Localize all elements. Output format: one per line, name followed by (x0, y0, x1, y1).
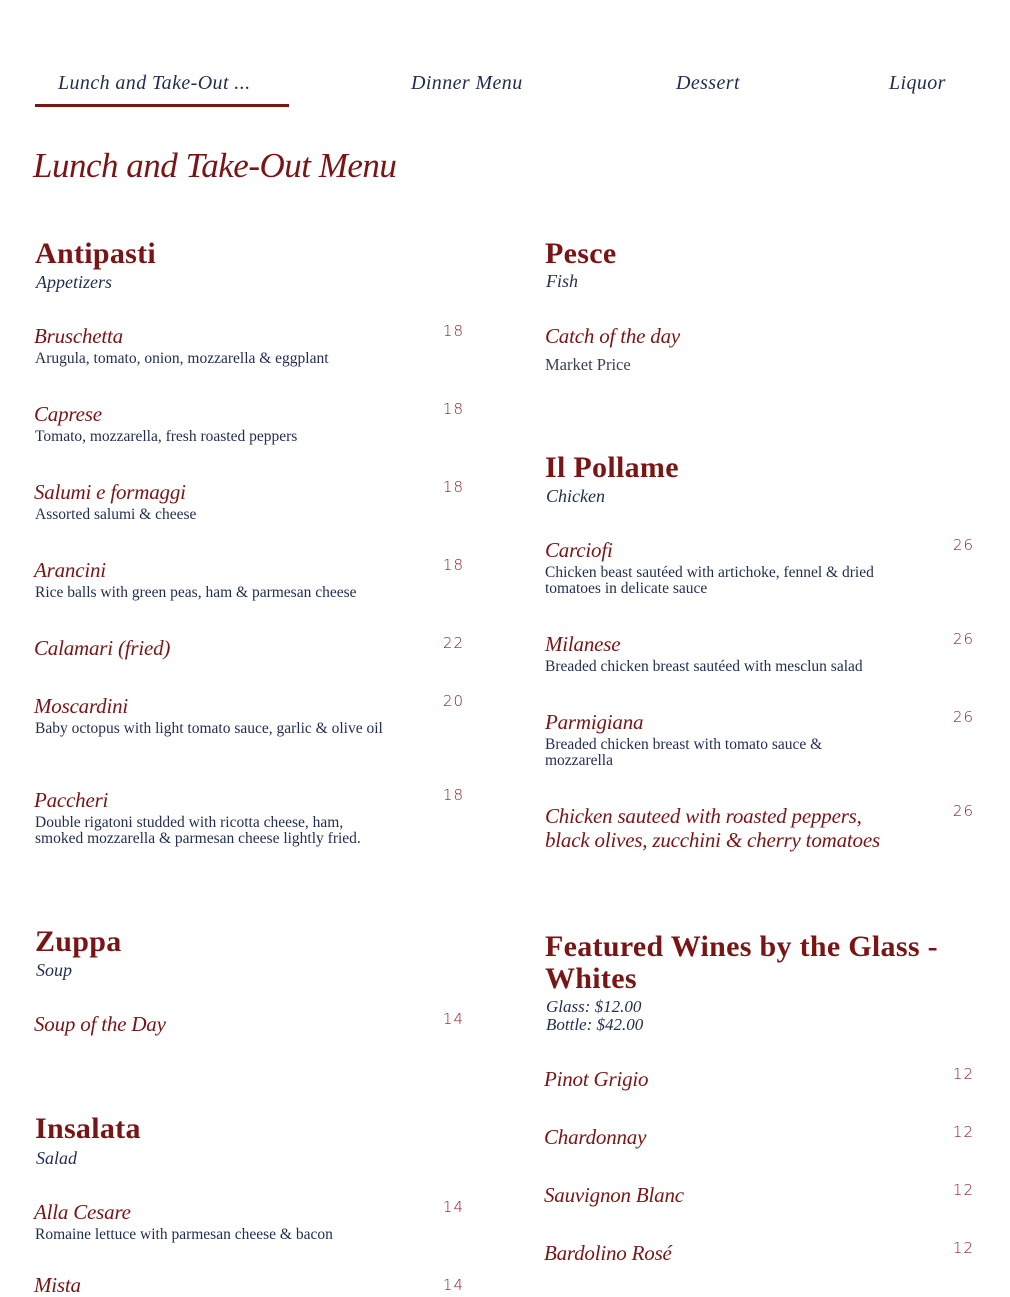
section-subtitle-antipasti: Appetizers (36, 272, 112, 292)
menu-item-description: Romaine lettuce with parmesan cheese & bacon (35, 1226, 333, 1243)
menu-item-price: 12 (952, 1181, 974, 1199)
menu-tabs (0, 60, 1010, 110)
menu-item-price: 18 (442, 322, 464, 340)
menu-item-name: Caprese (34, 402, 102, 426)
section-title-antipasti: Antipasti (35, 237, 157, 270)
tab-liquor[interactable]: Liquor (889, 72, 946, 94)
menu-item-price: 18 (442, 786, 464, 804)
menu-item-description: Assorted salumi & cheese (35, 506, 197, 523)
section-title-zuppa: Zuppa (35, 925, 122, 958)
page-title: Lunch and Take-Out Menu (33, 146, 397, 185)
menu-item-name: Parmigiana (545, 710, 644, 734)
menu-item-description: Tomato, mozzarella, fresh roasted peppers (35, 428, 298, 445)
menu-item-price: 18 (442, 400, 464, 418)
menu-item-description: Breaded chicken breast with tomato sauce & mozzarella (545, 736, 823, 769)
menu-item-name: Bardolino Rosé (544, 1241, 672, 1265)
tab-dessert[interactable]: Dessert (676, 72, 740, 94)
menu-item-description: Chicken beast sautéed with artichoke, fennel & dried tomatoes in delicate sauce (545, 564, 874, 597)
section-title-pesce: Pesce (545, 237, 617, 270)
menu-item-name: Arancini (34, 558, 106, 582)
menu-item-name: Chicken sauteed with roasted peppers, black olives, zucchini & cherry tomatoes (545, 804, 880, 852)
menu-item-name: Catch of the day (545, 324, 681, 348)
menu-item-price: 12 (952, 1239, 974, 1257)
menu-item-name: Alla Cesare (34, 1200, 131, 1224)
section-title-insalata: Insalata (35, 1112, 141, 1145)
menu-item-price: 12 (952, 1123, 974, 1141)
section-subtitle-pesce: Fish (546, 271, 579, 291)
section-subtitle-pollame: Chicken (546, 486, 605, 506)
menu-item-name: Pinot Grigio (544, 1067, 649, 1091)
menu-item-price: 12 (952, 1065, 974, 1083)
menu-item-description: Market Price (545, 355, 631, 374)
menu-item-price: 14 (442, 1010, 464, 1028)
menu-item-name: Milanese (545, 632, 621, 656)
menu-item-description: Double rigatoni studded with ricotta cheese, ham, smoked mozzarella & parmesan cheese lightly fried. (35, 814, 361, 847)
menu-item-price: 14 (442, 1198, 464, 1216)
menu-item-price: 18 (442, 556, 464, 574)
menu-item-name: Chardonnay (544, 1125, 647, 1149)
menu-item-name: Mista (34, 1273, 81, 1297)
menu-item-price: 26 (952, 708, 974, 726)
menu-item-name: Moscardini (34, 694, 129, 718)
tab-dinner-menu[interactable]: Dinner Menu (411, 72, 523, 94)
menu-item-price: 26 (952, 802, 974, 820)
menu-item-price: 14 (442, 1276, 464, 1294)
menu-item-description: Breaded chicken breast sautéed with mesclun salad (545, 658, 863, 675)
menu-item-description: Rice balls with green peas, ham & parmesan cheese (35, 584, 357, 601)
menu-item-name: Calamari (fried) (34, 636, 171, 660)
menu-item-description: Arugula, tomato, onion, mozzarella & eggplant (35, 350, 329, 367)
section-title-wines: Featured Wines by the Glass - Whites (545, 930, 938, 995)
menu-item-price: 18 (442, 478, 464, 496)
menu-item-price: 20 (442, 692, 464, 710)
active-tab-indicator (35, 104, 289, 107)
menu-item-name: Bruschetta (34, 324, 123, 348)
menu-item-name: Soup of the Day (34, 1012, 166, 1036)
menu-item-description: Baby octopus with light tomato sauce, garlic & olive oil (35, 720, 383, 737)
tab-lunch-takeout[interactable]: Lunch and Take-Out ... (58, 72, 251, 94)
menu-item-name: Paccheri (34, 788, 109, 812)
section-title-pollame: Il Pollame (545, 451, 679, 484)
menu-item-name: Carciofi (545, 538, 613, 562)
menu-item-name: Salumi e formaggi (34, 480, 186, 504)
menu-item-name: Sauvignon Blanc (544, 1183, 684, 1207)
section-subtitle-zuppa: Soup (36, 960, 72, 980)
menu-item-price: 26 (952, 630, 974, 648)
wine-glass-price: Glass: $12.00 (546, 997, 642, 1016)
menu-item-price: 26 (952, 536, 974, 554)
wine-bottle-price: Bottle: $42.00 (546, 1015, 644, 1034)
section-subtitle-insalata: Salad (36, 1148, 78, 1168)
menu-item-price: 22 (442, 634, 464, 652)
